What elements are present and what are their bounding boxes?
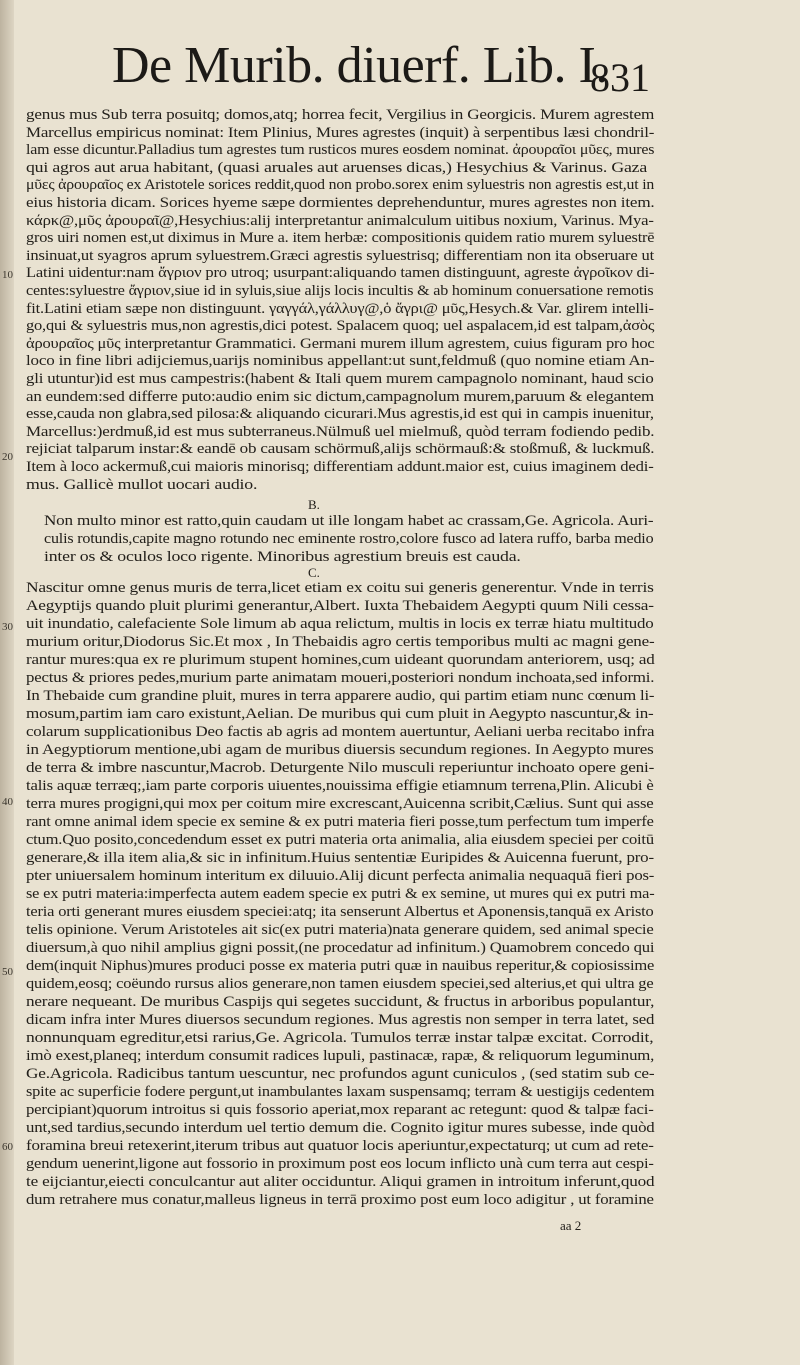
text-line: Latini uidentur:nam ἄγριον pro utroq; usurpant:aliquando tamen distinguunt, agreste ἀγροῖκον di- (26, 265, 655, 282)
section-c-label: C. (308, 565, 320, 580)
margin-line-number: 40 (2, 796, 13, 808)
text-line: κάρκ@,μῦς ἀρουραῖ@,Hesychius:alij interpretantur animalculum uitibus noxium, Varinus. Mya- (26, 212, 654, 229)
text-line: terra mures progigni,qui mox per coitum mire excrescant,Auicenna scribit,Cælius. Sunt qui asse (26, 796, 654, 812)
text-line: inter os & oculos loco rigente. Minoribus agrestium breuis est cauda. (44, 549, 521, 565)
text-line: mosum,partim iam caro existunt,Aelian. De muribus qui cum pluit in Aegypto nascuntur,& in- (26, 706, 654, 722)
text-line: talis aquæ terræq;,iam parte corporis uiuentes,nouissima effigie etiamnum terrena,Plin. Alicubi è (26, 778, 654, 794)
text-line: diuersum,à quo nihil amplius gigni possit,(ne procedatur ad infinitum.) Quamobrem concedo qui (26, 940, 655, 956)
margin-line-number: 60 (2, 1141, 13, 1153)
text-line: murium oritur,Diodorus Sic.Et mox , In Thebaidis agro certis temporibus multi ac magni gene- (26, 634, 655, 650)
text-line: telis opinione. Verum Aristoteles ait sic(ex putri materia)nata generare quidem, sed animal specie (26, 922, 654, 938)
text-line: qui agros aut arua habitant, (quasi aruales aut aruenses dicas,) Hesychius & Varinus. Gaza (26, 159, 648, 176)
text-line: colarum supplicationibus Deo factis ab agris ad montem auertuntur, Aeliani uerba recitabo infra (26, 724, 655, 740)
text-line: generare,& illa item alia,& sic in infinitum.Huius sententiæ Euripides & Auicenna fuerunt, pro- (26, 850, 654, 866)
text-line: pter uniuersalem hominum interitum ex diluuio.Alij dicunt perfecta animalia nequaquā fieri pos- (26, 868, 655, 884)
text-line: fit.Latini etiam sæpe non distinguunt. γαγγάλ,γάλλυγ@,ὁ ἄγρι@ μῦς,Hesych.& Var. glirem intelli- (26, 300, 654, 317)
text-line: Ge.Agricola. Radicibus tantum uescuntur, nec profundos agunt cuniculos , (sed statim sub ce- (26, 1066, 655, 1082)
margin-line-number: 10 (2, 269, 13, 281)
text-line: Marcellus:)erdmuß,id est mus subterraneus.Nülmuß uel mielmuß, quòd terram fodiendo pedib. (26, 423, 655, 440)
text-line: gros uiri nomen est,ut diximus in Mure a. item herbæ: compositionis quidem ratio murem syluestrē (26, 230, 655, 247)
text-line: in Aegyptiorum mentione,ubi agam de muribus diuersis secundum regiones. In Aegypto mures (26, 742, 654, 758)
page-number: 831 (590, 55, 650, 100)
text-line: genus mus Sub terra posuitq; domos,atq; horrea fecit, Vergilius in Georgicis. Murem agrestem (26, 107, 655, 123)
page-binding-edge (0, 0, 14, 1365)
text-line: Nascitur omne genus muris de terra,licet etiam ex coitu sui generis generentur. Vnde in terris (26, 580, 654, 596)
text-line: gli utuntur)id est mus campestris:(habent & Itali quem murem campagnolo nominant, haud scio (26, 371, 654, 387)
section-b-label: B. (308, 497, 320, 512)
text-line: insinuat,ut syagros aprum syluestrem.Græci agrestis syluestrisq; differentiam non ita obseruare ut (26, 247, 655, 264)
text-line: centes:syluestre ἄγριον,siue id in syluis,siue alijs locis incultis & ab hominum conuersatione remotis (26, 283, 654, 299)
text-line: In Thebaide cum grandine pluit, mures in terra apparere audio, qui partim etiam nunc cœnum li- (26, 688, 655, 704)
text-line: te eijciantur,eiecti conculcantur aut aliter occiduntur. Aliqui gramen in introitum inferunt,quod (26, 1174, 655, 1190)
signature-mark: aa 2 (560, 1218, 582, 1233)
text-line: percipiant)quorum introitus si quis fossorio aperiat,mox reparant ac retegunt: quod & talpæ faci- (26, 1102, 654, 1118)
text-line: rantur mures:qua ex re plurimum stupent homines,cum uideant quorundam anteriorem, usq; ad (26, 652, 655, 668)
text-line: Marcellus empiricus nominat: Item Plinius, Mures agrestes (inquit) à serpentibus læsi chondril- (26, 124, 655, 141)
text-line: unt,sed tardius,secundo interdum uel tertio demum die. Cognito igitur mures subesse, inde quòd (26, 1120, 655, 1136)
text-line: ἀρουραῖος μῦς interpretantur Grammatici. Germani murem illum agrestem, cuius figuram pro hoc (26, 335, 655, 352)
margin-line-number: 30 (2, 621, 13, 633)
text-line: eius historia dicam. Sorices hyeme sæpe dormientes deprehenduntur, mures agrestes non item. (26, 195, 655, 211)
text-line: pectus & priores pedes,murium parte animatam moueri,posteriori nondum inchoata,sed informi. (26, 670, 655, 686)
text-line: Aegyptijs quando pluit plurimi generantur,Albert. Iuxta Thebaidem Aegypti quum Nili cessa- (26, 598, 654, 614)
text-line: foramina breui retexerint,iterum tribus aut quatuor locis aperiuntur,expectaturq; ut cum ad rete- (26, 1138, 654, 1154)
text-line: rejiciat talparum instar:& eandē ob causam schörmuß,alijs schörmauß:& stoßmuß, & luckmuß. (26, 441, 655, 458)
text-line: ctum.Quo posito,concedendum esset ex putri materia orta animalia, alia eiusdem speciei per coitū (26, 832, 654, 848)
text-line: loco in fine libri adijciemus,uarijs nominibus appellant:ut sunt,feldmuß (quo nomine etiam An- (26, 353, 655, 370)
text-line: nonnunquam egreditur,etsi rarius,Ge. Agricola. Tumulos terræ instar talpæ excitat. Corrodit, (26, 1030, 654, 1046)
text-line: go,qui & syluestris mus,non agrestis,dici potest. Spalacem quoq; uel aspalacem,id est talpam,ἀσὸς (26, 318, 655, 335)
text-line: teria orti generant mures eiusdem speciei:atq; ita senserunt Albertus et Aponensis,tanquā ex Aristo (26, 904, 654, 920)
text-line: spite ac superficie fodere pergunt,ut inambulantes laxam suspensamq; terram & uestigijs cedentem (26, 1084, 655, 1100)
text-line: se ex putri materia:imperfecta autem eadem specie ex putri & ex semine, ut mures qui ex putri ma- (26, 886, 655, 902)
text-line: de terra & imbre nascuntur,Macrob. Deturgente Nilo musculi reperiuntur inchoato opere geni- (26, 760, 655, 776)
text-line: gendum uenerint,ligone aut fossorio in proximum post eos locum inflicto unà cum terra aut cespi- (26, 1156, 654, 1172)
text-line: an eundem:sed differre puto:audio enim sic dictum,campagnolum murem,paruum & elegantem (26, 388, 655, 405)
text-line: imò exest,planeq; interdum consumit radices lupuli, pastinacæ, rapæ, & reliquorum leguminum, (26, 1048, 655, 1064)
text-line: esse,cauda non glabra,sed pilosa:& aliquando cicurari.Mus agrestis,id est qui in campis inuenitur, (26, 406, 654, 423)
margin-line-number: 20 (2, 451, 13, 463)
text-line: μῦες ἀρουραῖος ex Aristotele sorices reddit,quod non probo.sorex enim syluestris non agrestis est,ut in (26, 177, 655, 194)
text-line: nerare nequeant. De muribus Caspijs qui segetes succidunt, & fructus in arboribus populantur, (26, 994, 655, 1010)
text-line: dum retrahere mus conatur,malleus ligneus in terrā proximo post eum loco adigitur , ut foramine (26, 1192, 654, 1208)
text-line: Item à loco ackermuß,cui maioris minorisq; differentiam addunt.maior est, cuius imaginem dedi- (26, 459, 654, 475)
running-title: De Murib. diuerf. Lib. I. (112, 37, 608, 94)
text-line: Non multo minor est ratto,quin caudam ut ille longam habet ac crassam,Ge. Agricola. Auri- (44, 513, 654, 529)
text-line: lam esse dicuntur.Palladius tum agrestes tum rusticos mures eosdem nominat. ἀρουραῖοι μῦες, mures (26, 142, 655, 159)
text-line: culis rotundis,capite magno rotundo nec eminente rostro,colore fusco ad latera ruffo, barba medio (44, 531, 654, 547)
text-line: quidem,eosq; coëundo rursus alios generare,non tamen eiusdem speciei,sed alterius,et qui ultra ge (26, 976, 654, 992)
text-line: dicam infra inter Mures diuersos secundum regiones. Mus agrestis non semper in terra latet, sed (26, 1012, 655, 1028)
text-line: rant omne animal idem specie ex semine & ex putri materia fieri posse,tum perfectum tum imperfe (26, 814, 654, 830)
margin-line-number: 50 (2, 966, 13, 978)
text-line: uit inundatio, calefaciente Sole limum ab aqua relictum, multis in locis ex terræ hiatu multitudo (26, 616, 654, 632)
text-line: dem(inquit Niphus)mures produci posse ex materia putri quæ in nauibus reperitur,& copiosissime (26, 958, 655, 974)
text-line: mus. Gallicè mullot uocari audio. (26, 476, 258, 493)
